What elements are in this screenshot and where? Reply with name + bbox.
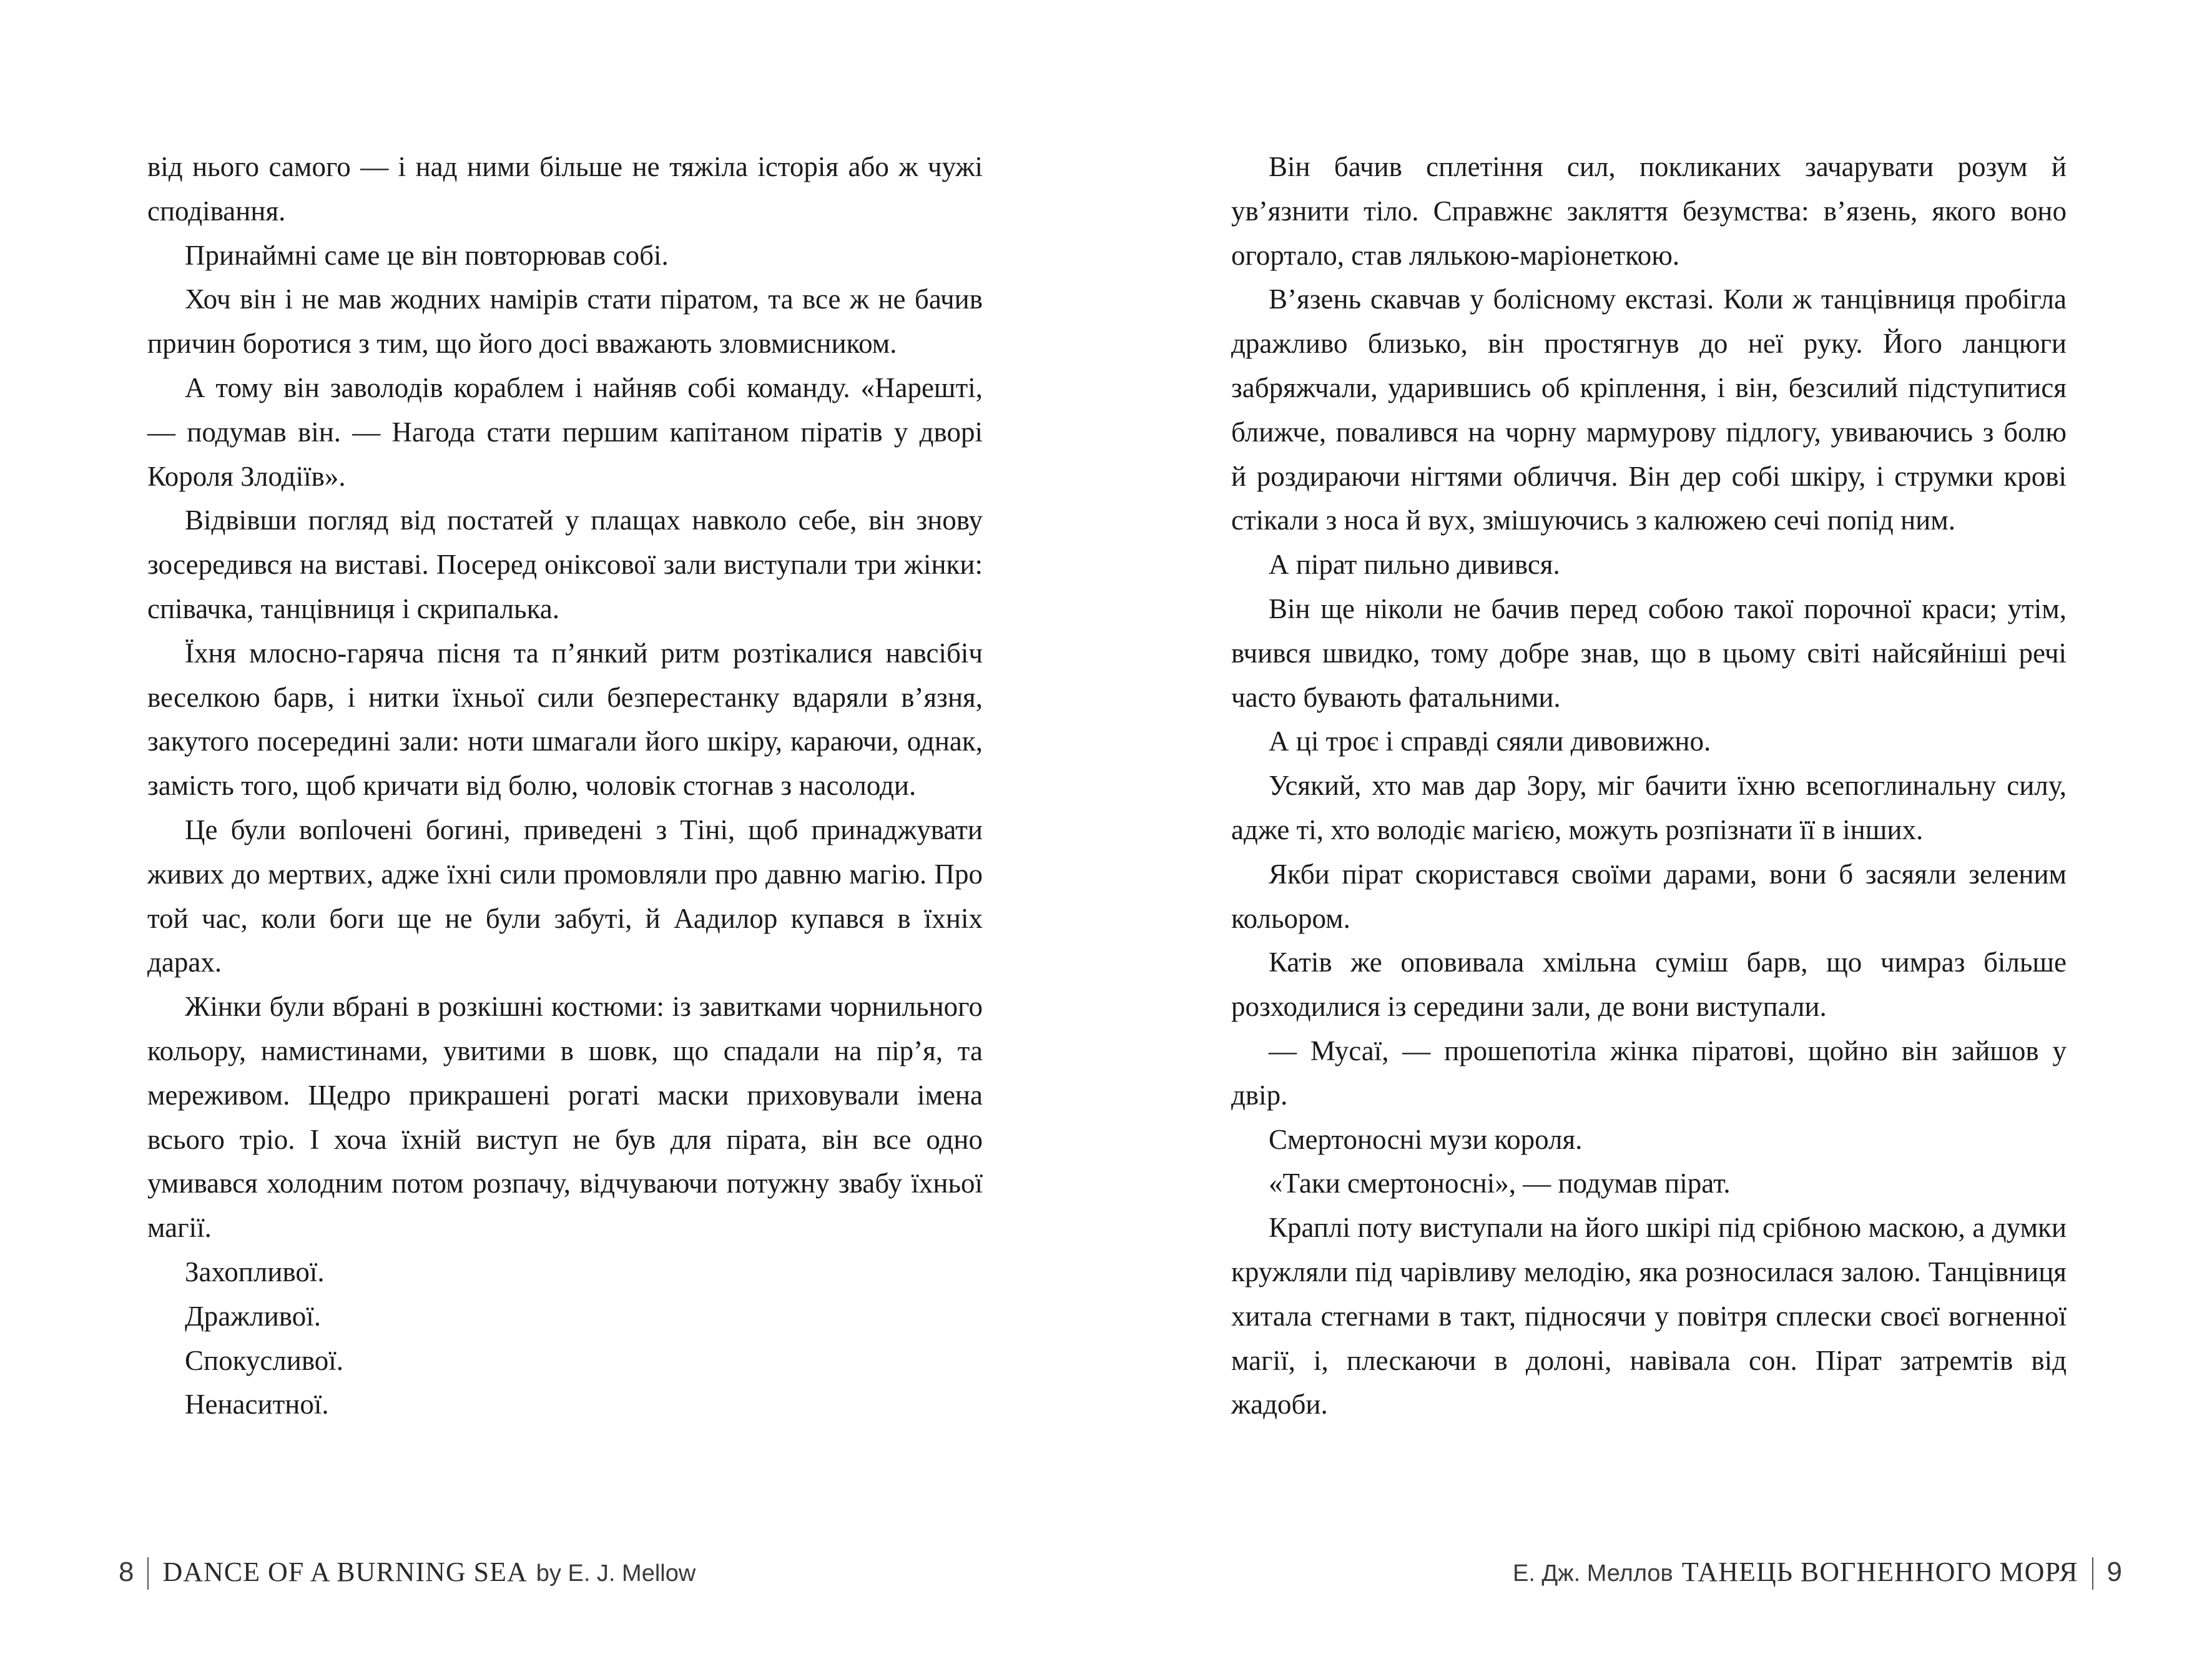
paragraph: А ці троє і справді сяяли дивовижно. bbox=[1269, 726, 1711, 757]
paragraph: Якби пірат скористався своїми дарами, вони б засяяли зеленим кольором. bbox=[1231, 858, 2067, 934]
left-page-footer bbox=[119, 1553, 704, 1592]
paragraph: Принаймні саме це він повторював собі. bbox=[185, 239, 669, 271]
paragraph: Відвівши погляд від постатей у плащах навколо себе, він знову зосередився на виставі. Посеред оніксової зали виступали три жінки: співачка, танцівниця і скрипалька. bbox=[147, 505, 983, 624]
right-page bbox=[1106, 0, 2212, 1659]
footer-separator bbox=[2092, 1557, 2093, 1590]
paragraph: А тому він заволодів кораблем і найняв собі команду. «Нарешті, — подумав він. — Нагода стати першим капітаном піратів у дворі Короля Злодіїв». bbox=[147, 372, 983, 492]
paragraph: Він ще ніколи не бачив перед собою такої порочної краси; утім, вчився швидко, тому добре знав, що в цьому світі найсяйніші речі часто бувають фатальними. bbox=[1231, 593, 2067, 713]
paragraph: Він бачив сплетіння сил, покликаних зачарувати розум й ув’язнити тіло. Справжнє закляття безумства: в’язень, якого воно огортало, став лялькою-маріонеткою. bbox=[1231, 151, 2067, 271]
paragraph: А пірат пильно дивився. bbox=[1269, 549, 1560, 581]
paragraph: «Таки смертоносні», — подумав пірат. bbox=[1269, 1168, 1731, 1199]
paragraph: від нього самого — і над ними більше не тяжіла історія або ж чужі сподівання. bbox=[147, 151, 983, 227]
paragraph: Усякий, хто мав дар Зору, міг бачити їхню всепоглинальну силу, адже ті, хто володіє магією, можуть розпізнати її в інших. bbox=[1231, 770, 2067, 845]
left-running-author: by E. J. Mellow bbox=[536, 1560, 696, 1587]
right-page-text bbox=[1231, 145, 2067, 1427]
paragraph: — Мусаї, — прошепотіла жінка піратові, щойно він зайшов у двір. bbox=[1231, 1035, 2067, 1111]
paragraph: Катів же оповивала хмільна суміш барв, що чимраз більше розходилися із середини зали, де вони виступали. bbox=[1231, 947, 2067, 1023]
footer-separator bbox=[147, 1557, 149, 1590]
paragraph: Це були вопloчені богині, приведені з Тіні, щоб принаджувати живих до мертвих, адже їхні сили промовляли про давню магію. Про той час, коли боги ще не були забуті, й Аадилор купався в їхніх дарах. bbox=[147, 814, 983, 978]
paragraph: В’язень скавчав у болісному екстазі. Коли ж танцівниця пробігла дражливо близько, він простягнув до неї руку. Його ланцюги забряжчали, ударившись об кріплення, і він, безсилий підступитися ближче, повалився на чорну мармурову підлогу, увиваючись з болю й роздираючи нігтями обличчя. Він дер собі шкіру, і струмки крові стікали з носа й вух, змішуючись з калюжею сечі попід ним. bbox=[1231, 283, 2067, 536]
paragraph: Ненаситної. bbox=[185, 1389, 329, 1420]
paragraph: Їхня млосно-гаряча пісня та п’янкий ритм розтікалися навсібіч веселкою барв, і нитки їхньої сили безперестанку вдаряли в’язня, закутого посередині зали: ноти шмагали його шкіру, караючи, однак, замість того, щоб кричати від болю, чоловік стогнав з насолоди. bbox=[147, 637, 983, 802]
paragraph: Хоч він і не мав жодних намірів стати піратом, та все ж не бачив причин боротися з тим, що його досі вважають зловмисником. bbox=[147, 283, 983, 360]
paragraph: Дражливої. bbox=[185, 1300, 321, 1332]
left-running-title: DANCE OF A BURNING SEA bbox=[162, 1557, 528, 1587]
left-page-text bbox=[147, 145, 983, 1427]
paragraph: Жінки були вбрані в розкішні костюми: із завитками чорнильного кольору, намистинами, увитими в шовк, що спадали на пір’я, та мереживом. Щедро прикрашені рогаті маски приховували імена всього тріо. І хоча їхній виступ не був для пірата, він все одно умивався холодним потом розпачу, відчуваючи потужну звабу їхньої магії. bbox=[147, 991, 983, 1244]
paragraph: Смертоносні музи короля. bbox=[1269, 1123, 1583, 1155]
paragraph: Захопливої. bbox=[185, 1256, 325, 1287]
right-running-author: Е. Дж. Меллов bbox=[1512, 1560, 1673, 1587]
paragraph: Спокусливої. bbox=[185, 1344, 344, 1376]
right-page-footer bbox=[1504, 1553, 2122, 1592]
right-running-title: ТАНЕЦЬ ВОГНЕННОГО МОРЯ bbox=[1681, 1557, 2078, 1587]
right-page-number: 9 bbox=[2106, 1557, 2122, 1587]
left-page-number: 8 bbox=[119, 1557, 134, 1587]
paragraph: Краплі поту виступали на його шкірі під срібною маскою, а думки кружляли під чарівливу мелодію, яка розносилася залою. Танцівниця хитала стегнами в такт, підносячи у повітря сплески своєї вогненної магії, і, плескаючи в долоні, навівала сон. Пірат затремтів від жадоби. bbox=[1231, 1212, 2067, 1420]
